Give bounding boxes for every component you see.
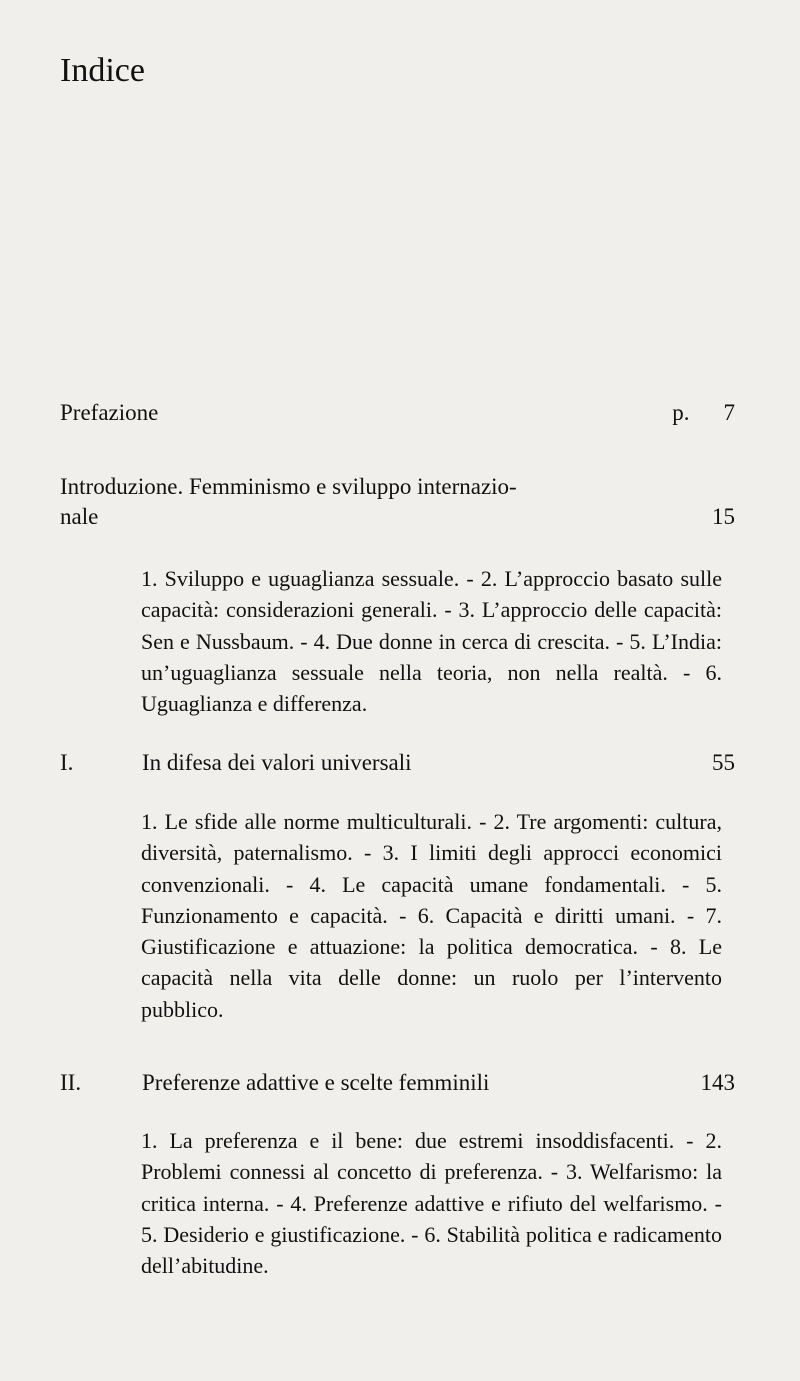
page-number: 55	[712, 750, 735, 775]
toc-entry-prefazione	[60, 400, 735, 426]
toc-entry-introduzione	[60, 474, 735, 530]
page-number: 7	[723, 400, 735, 425]
page-number: 143	[700, 1070, 735, 1095]
page-number: 15	[712, 504, 735, 529]
toc-entry-title: Preferenze adattive e scelte femminili	[142, 1070, 490, 1095]
toc-entry-title: In difesa dei valori universali	[142, 750, 412, 775]
page-title: Indice	[60, 52, 145, 89]
toc-entry-page	[672, 400, 735, 426]
toc-subsections: 1. Sviluppo e uguaglianza sessuale. - 2. L’approccio basato sulle capacità: considerazioni generali. - 3. L’approccio delle capacità: Sen e Nussbaum. - 4. Due donne in cerca di crescita. - 5. L’India: un’uguaglianza sessuale nella teoria, non nella realtà. - 6. Uguaglianza e differenza.	[141, 566, 722, 717]
toc-subsections: 1. La preferenza e il bene: due estremi insoddisfacenti. - 2. Problemi connessi al concetto di preferenza. - 3. Welfarismo: la critica interna. - 4. Preferenze adattive e rifiuto del welfarismo. - 5. Desiderio e giustificazione. - 6. Stabilità politica e radicamento dell’abitudine.	[141, 1128, 722, 1279]
toc-entry-chapter-2	[60, 1070, 735, 1096]
chapter-number: II.	[60, 1070, 82, 1095]
toc-entry-title-continued: nale	[60, 504, 99, 529]
page-label: p.	[672, 400, 690, 425]
toc-entry-title: Introduzione. Femminismo e sviluppo internazio-	[60, 474, 517, 499]
toc-entry-chapter-1	[60, 750, 735, 776]
toc-entry-title: Prefazione	[60, 400, 159, 425]
toc-subsections: 1. Le sfide alle norme multiculturali. - 2. Tre argomenti: cultura, diversità, paternalismo. - 3. I limiti degli approcci economici convenzionali. - 4. Le capacità umane fondamentali. - 5. Funzionamento e capacità. - 6. Capacità e diritti umani. - 7. Giustificazione e attuazione: la politica democratica. - 8. Le capacità nella vita delle donne: un ruolo per l’intervento pubblico.	[141, 809, 722, 1022]
chapter-number: I.	[60, 750, 74, 775]
